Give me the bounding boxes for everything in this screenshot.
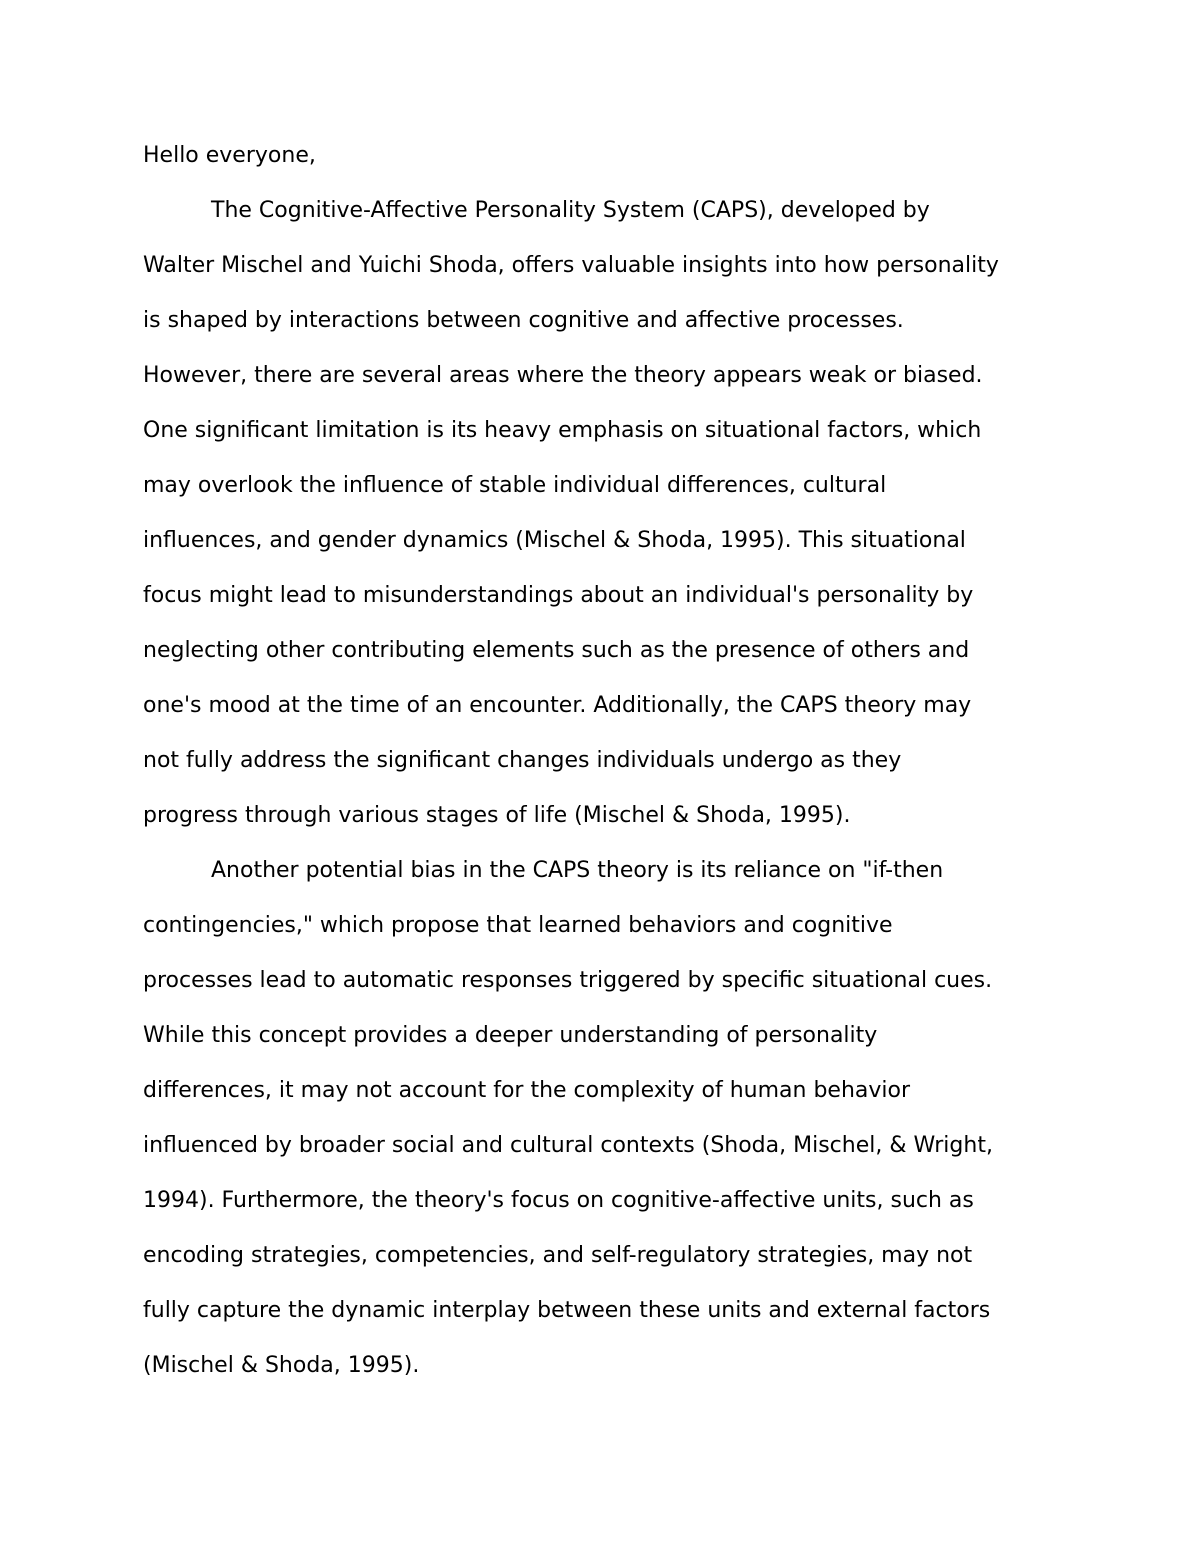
paragraph-1 [143, 187, 1059, 847]
greeting: Hello everyone, [143, 143, 316, 168]
paragraph-line: fully capture the dynamic interplay between these units and external factors [143, 1298, 991, 1323]
document-body [143, 132, 1059, 1397]
paragraph-line: focus might lead to misunderstandings about an individual's personality by [143, 583, 974, 608]
paragraph-line: influences, and gender dynamics (Mischel & Shoda, 1995). This situational [143, 528, 966, 553]
paragraph-line: one's mood at the time of an encounter. Additionally, the CAPS theory may [143, 693, 972, 718]
paragraph-line: processes lead to automatic responses triggered by specific situational cues. [143, 968, 993, 993]
paragraph-line: encoding strategies, competencies, and self-regulatory strategies, may not [143, 1243, 973, 1268]
paragraph-line: is shaped by interactions between cognitive and affective processes. [143, 308, 904, 333]
paragraph-line: Another potential bias in the CAPS theory is its reliance on "if-then [211, 858, 944, 883]
paragraph-line: not fully address the significant changes individuals undergo as they [143, 748, 902, 773]
paragraph-line: may overlook the influence of stable individual differences, cultural [143, 473, 887, 498]
paragraph-line: (Mischel & Shoda, 1995). [143, 1353, 420, 1378]
paragraph-line: While this concept provides a deeper understanding of personality [143, 1023, 878, 1048]
paragraph-line: neglecting other contributing elements such as the presence of others and [143, 638, 970, 663]
paragraph-line: One significant limitation is its heavy emphasis on situational factors, which [143, 418, 982, 443]
paragraph-2 [143, 847, 1059, 1397]
paragraph-line: 1994). Furthermore, the theory's focus on cognitive-affective units, such as [143, 1188, 974, 1213]
paragraph-line: Walter Mischel and Yuichi Shoda, offers valuable insights into how personality [143, 253, 999, 278]
paragraph-line: The Cognitive-Affective Personality System (CAPS), developed by [211, 198, 930, 223]
paragraph-line: However, there are several areas where the theory appears weak or biased. [143, 363, 983, 388]
paragraph-line: influenced by broader social and cultural contexts (Shoda, Mischel, & Wright, [143, 1133, 993, 1158]
paragraph-line: contingencies," which propose that learned behaviors and cognitive [143, 913, 893, 938]
paragraph-line: differences, it may not account for the complexity of human behavior [143, 1078, 911, 1103]
paragraph-line: progress through various stages of life (Mischel & Shoda, 1995). [143, 803, 851, 828]
